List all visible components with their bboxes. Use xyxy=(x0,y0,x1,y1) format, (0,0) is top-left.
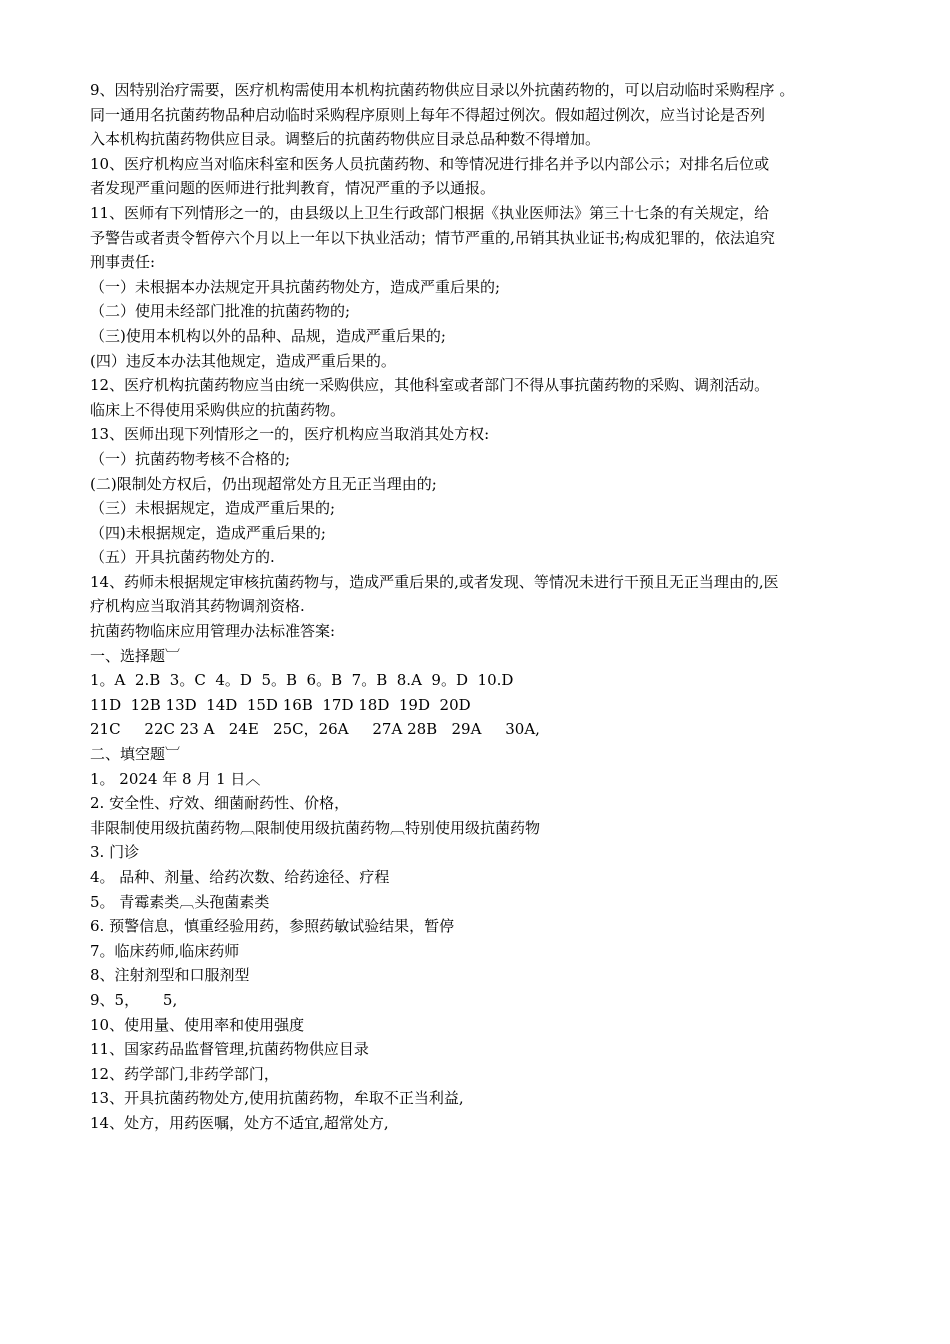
text-line: 12、医疗机构抗菌药物应当由统一采购供应，其他科室或者部门不得从事抗菌药物的采购、调剂活动。 xyxy=(90,376,770,395)
text-line: 抗菌药物临床应用管理办法标准答案: xyxy=(90,622,336,641)
text-line: 5。 青霉素类︹头孢菌素类 xyxy=(90,892,270,911)
text-line: 10、医疗机构应当对临床科室和医务人员抗菌药物、和等情况进行排名并予以内部公示；对排名后位或 xyxy=(90,154,770,173)
text-line: 14、药师未根据规定审核抗菌药物与，造成严重后果的,或者发现、等情况未进行干预且无正当理由的,医 xyxy=(90,572,779,591)
text-line: (四）违反本办法其他规定，造成严重后果的。 xyxy=(90,351,396,370)
text-line: 12、药学部门,非药学部门， xyxy=(90,1064,279,1083)
text-line: (二)限制处方权后，仍出现超常处方且无正当理由的; xyxy=(90,474,437,493)
text-line: （三)使用本机构以外的品种、品规，造成严重后果的; xyxy=(90,326,446,345)
text-line: 21C 22C 23 A 24E 25C，26A 27A 28B 29A 30A, xyxy=(90,720,540,739)
text-line: （二）使用未经部门批准的抗菌药物的; xyxy=(90,302,351,321)
text-line: 11D 12B 13D 14D 15D 16B 17D 18D 19D 20D xyxy=(90,695,471,714)
text-line: 1。A 2.B 3。C 4。D 5。B 6。B 7。B 8.A 9。D 10.D xyxy=(90,671,514,690)
text-line: 10、使用量、使用率和使用强度 xyxy=(90,1015,305,1034)
text-line: 刑事责任: xyxy=(90,253,156,272)
text-line: 同一通用名抗菌药物品种启动临时采购程序原则上每年不得超过例次。假如超过例次，应当讨论是否列 xyxy=(90,105,766,124)
text-line: 13、医师出现下列情形之一的，医疗机构应当取消其处方权: xyxy=(90,425,490,444)
text-line: （一）未根据本办法规定开具抗菌药物处方，造成严重后果的; xyxy=(90,277,501,296)
text-line: 非限制使用级抗菌药物︹限制使用级抗菌药物︹特别使用级抗菌药物 xyxy=(90,818,541,837)
text-line: 3. 门诊 xyxy=(90,843,140,862)
text-line: 11、国家药品监督管理,抗菌药物供应目录 xyxy=(90,1040,369,1059)
text-line: 疗机构应当取消其药物调剂资格. xyxy=(90,597,305,616)
text-line: （三）未根据规定，造成严重后果的; xyxy=(90,499,336,518)
text-line: 13、开具抗菌药物处方,使用抗菌药物，牟取不正当利益, xyxy=(90,1089,464,1108)
text-line: （四)未根据规定，造成严重后果的; xyxy=(90,523,326,542)
text-line: 一、选择题︺ xyxy=(90,646,181,665)
text-line: 6. 预警信息，慎重经验用药，参照药敏试验结果，暂停 xyxy=(90,917,455,936)
text-line: 二、填空题︺ xyxy=(90,745,181,764)
text-line: 1。 2024 年 8 月 1 日︿ xyxy=(90,769,261,788)
text-line: 入本机构抗菌药物供应目录。调整后的抗菌药物供应目录总品种数不得增加。 xyxy=(90,130,601,149)
text-line: 14、处方，用药医嘱，处方不适宜,超常处方, xyxy=(90,1113,389,1132)
text-line: 8、注射剂型和口服剂型 xyxy=(90,966,250,985)
text-line: 9、5， 5, xyxy=(90,990,178,1009)
text-line: 2. 安全性、疗效、细菌耐药性、价格， xyxy=(90,794,350,813)
text-line: （五）开具抗菌药物处方的. xyxy=(90,548,275,567)
text-line: 者发现严重问题的医师进行批判教育，情况严重的予以通报。 xyxy=(90,179,496,198)
text-line: 予警告或者责令暂停六个月以上一年以下执业活动；情节严重的,吊销其执业证书;构成犯罪的，依法追究 xyxy=(90,228,775,247)
text-line: 4。 品种、剂量、给药次数、给药途径、疗程 xyxy=(90,868,390,886)
text-line: （一）抗菌药物考核不合格的; xyxy=(90,449,291,468)
text-line: 9、因特别治疗需要，医疗机构需使用本机构抗菌药物供应目录以外抗菌药物的，可以启动临时采购程序 。 xyxy=(90,81,795,99)
text-line: 临床上不得使用采购供应的抗菌药物。 xyxy=(90,400,346,419)
text-line: 11、医师有下列情形之一的，由县级以上卫生行政部门根据《执业医师法》第三十七条的有关规定，给 xyxy=(90,203,770,222)
text-line: 7。临床药师,临床药师 xyxy=(90,941,240,960)
